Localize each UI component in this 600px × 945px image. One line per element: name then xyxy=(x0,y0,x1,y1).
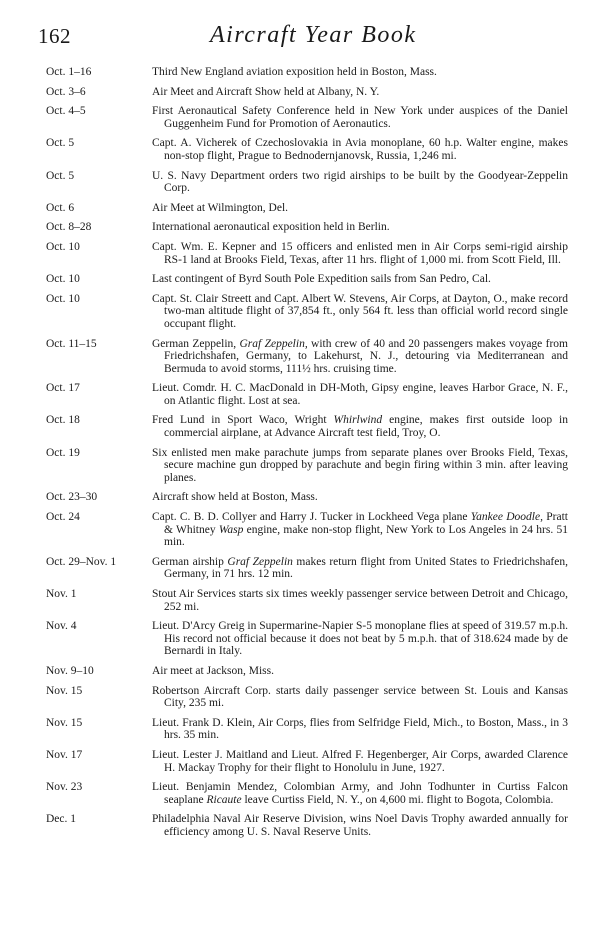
entry-text-part: makes return flight from United States to Friedrichshafen, Germany, in 71 hrs. 12 min. xyxy=(164,555,568,581)
page-header xyxy=(0,22,600,54)
chronology-entry xyxy=(0,813,600,838)
entry-date: Oct. 18 xyxy=(46,414,80,427)
running-title: Aircraft Year Book xyxy=(210,22,417,48)
entry-text: Capt. St. Clair Streett and Capt. Albert W. Stevens, Air Corps, at Dayton, O., make record two-man altitude flight of 37,854 ft., only 564 ft. less than official world record single occupant flight. xyxy=(152,292,568,330)
entry-text: Lieut. Lester J. Maitland and Lieut. Alfred F. Hegenberger, Air Corps, awarded Clarence H. Mackay Trophy for their flight to Honolulu in June, 1927. xyxy=(152,748,568,774)
entry-text-part: engine, make non-stop flight, New York to Los Angeles in 24 hrs. 51 min. xyxy=(164,523,568,549)
entry-date: Oct. 24 xyxy=(46,511,80,524)
entry-date: Oct. 23–30 xyxy=(46,491,98,504)
entry-text: Stout Air Services starts six times weekly passenger service between Detroit and Chicago, 252 mi. xyxy=(152,588,568,613)
entry-date: Oct. 4–5 xyxy=(46,105,86,118)
entry-text-italic: Wasp xyxy=(218,523,244,536)
entry-text xyxy=(152,414,568,439)
entry-date: Oct. 6 xyxy=(46,201,75,214)
chronology-entry xyxy=(0,588,600,613)
chronology-entry xyxy=(0,511,600,549)
chronology-entry xyxy=(0,338,600,376)
entry-text: Philadelphia Naval Air Reserve Division, wins Noel Davis Trophy awarded annually for efficiency among U. S. Naval Reserve Units. xyxy=(152,813,568,838)
entry-text-part: engine, makes first outside loop in commercial airplane, at Advance Aircraft test field, Troy, O. xyxy=(164,414,569,440)
chronology-entry xyxy=(0,273,600,286)
entry-text: First Aeronautical Safety Conference held in New York under auspices of the Daniel Guggenheim Fund for Promotion of Aeronautics. xyxy=(152,105,568,130)
entry-date: Oct. 10 xyxy=(46,292,80,305)
page-number: 162 xyxy=(38,24,71,48)
chronology-entry xyxy=(0,717,600,742)
entry-text: U. S. Navy Department orders two rigid airships to be built by the Goodyear-Zeppelin Corp. xyxy=(152,169,568,195)
entry-text: Air Meet and Aircraft Show held at Albany, N. Y. xyxy=(152,85,380,98)
entry-text: International aeronautical exposition held in Berlin. xyxy=(152,221,390,234)
entry-text xyxy=(152,556,568,581)
entry-text: Robertson Aircraft Corp. starts daily passenger service between St. Louis and Kansas City, 235 mi. xyxy=(152,684,568,710)
entry-text-italic: Yankee Doodle, xyxy=(470,511,543,524)
entry-text-italic: Whirlwind xyxy=(333,414,383,427)
chronology-entry xyxy=(0,749,600,774)
entry-text-part: Lieut. Benjamin Mendez, Colombian Army, and John Todhunter in Curtiss Falcon seaplane xyxy=(152,781,568,806)
entry-text-part: Pratt & Whitney xyxy=(164,511,568,536)
entry-text-part: German Zeppelin, xyxy=(152,337,240,350)
entry-text-part: with crew of 40 and 20 passengers makes voyage from Friedrichshafen, Germany, to Lakehurst, N. J., detouring via Mediterranean and Bermuda to avoid storms, 111½ hrs. cruising time. xyxy=(164,337,568,375)
chronology-entry xyxy=(0,620,600,658)
entry-text-italic: Graf Zeppelin xyxy=(227,555,293,568)
entry-text: Six enlisted men make parachute jumps from separate planes over Brooks Field, Texas, secure machine gun dropped by parachute and begin firing within 3 min. after leaving planes. xyxy=(152,446,568,484)
chronology-entry xyxy=(0,66,600,79)
entry-date: Oct. 17 xyxy=(46,382,80,395)
entry-text: Last contingent of Byrd South Pole Expedition sails from San Pedro, Cal. xyxy=(152,273,491,286)
chronology-entry xyxy=(0,241,600,266)
entry-text: Lieut. Comdr. H. C. MacDonald in DH-Moth, Gipsy engine, leaves Harbor Grace, N. F., on Atlantic flight. Lost at sea. xyxy=(152,382,568,407)
entry-text-part: Capt. C. B. D. Collyer and Harry J. Tucker in Lockheed Vega plane xyxy=(152,511,471,524)
chronology-entry xyxy=(0,202,600,215)
entry-text xyxy=(152,338,568,376)
entry-text: Third New England aviation exposition held in Boston, Mass. xyxy=(152,66,437,78)
chronology-entry xyxy=(0,781,600,806)
entry-date: Nov. 17 xyxy=(46,748,83,761)
entry-date: Nov. 23 xyxy=(46,781,83,794)
entry-date: Oct. 3–6 xyxy=(46,85,86,98)
entry-date: Nov. 15 xyxy=(46,716,83,729)
chronology-entry xyxy=(0,556,600,581)
entry-date: Oct. 11–15 xyxy=(46,337,97,350)
entry-date: Dec. 1 xyxy=(46,813,77,826)
entry-text: Aircraft show held at Boston, Mass. xyxy=(152,491,318,504)
entry-text xyxy=(152,781,568,806)
chronology-entry xyxy=(0,685,600,710)
entry-date: Oct. 5 xyxy=(46,169,75,182)
entry-text: Air Meet at Wilmington, Del. xyxy=(152,201,289,214)
chronology-list xyxy=(0,66,600,846)
entry-date: Nov. 4 xyxy=(46,620,77,633)
entry-text xyxy=(152,511,568,549)
entry-text-part: Fred Lund in Sport Waco, Wright xyxy=(152,414,334,427)
chronology-entry xyxy=(0,414,600,439)
chronology-entry xyxy=(0,170,600,195)
entry-text-italic: Ricaute xyxy=(206,793,242,806)
chronology-entry xyxy=(0,382,600,407)
entry-date: Oct. 5 xyxy=(46,137,75,150)
chronology-entry xyxy=(0,293,600,331)
entry-date: Oct. 10 xyxy=(46,240,80,253)
entry-date: Oct. 19 xyxy=(46,446,80,459)
entry-text-italic: Graf Zeppelin, xyxy=(239,337,308,350)
chronology-entry xyxy=(0,221,600,234)
entry-date: Nov. 1 xyxy=(46,588,77,600)
entry-date: Oct. 8–28 xyxy=(46,221,92,234)
entry-text: Capt. A. Vicherek of Czechoslovakia in Avia monoplane, 60 h.p. Walter engine, makes non-stop flight, Prague to Bednodernjanovsk, Russia, 1,246 mi. xyxy=(152,137,568,162)
chronology-entry xyxy=(0,137,600,162)
chronology-entry xyxy=(0,665,600,678)
entry-date: Oct. 29–Nov. 1 xyxy=(46,555,117,568)
entry-date: Oct. 10 xyxy=(46,273,80,286)
entry-text: Air meet at Jackson, Miss. xyxy=(152,664,275,677)
entry-text: Lieut. D'Arcy Greig in Supermarine-Napier S-5 monoplane flies at speed of 319.57 m.p.h. His record not official because it does not beat by 5 m.p.h. that of 318.624 made by de Bernardi in Italy. xyxy=(152,620,568,658)
entry-text: Lieut. Frank D. Klein, Air Corps, flies from Selfridge Field, Mich., to Boston, Mass., in 3 hrs. 35 min. xyxy=(152,716,568,742)
entry-date: Nov. 9–10 xyxy=(46,664,94,677)
chronology-entry xyxy=(0,447,600,485)
chronology-entry xyxy=(0,491,600,504)
chronology-entry xyxy=(0,105,600,130)
entry-date: Nov. 15 xyxy=(46,684,83,697)
chronology-entry xyxy=(0,86,600,99)
entry-text-part: leave Curtiss Field, N. Y., on 4,600 mi. flight to Bogota, Colombia. xyxy=(241,793,554,806)
entry-date: Oct. 1–16 xyxy=(46,66,92,78)
entry-text-part: German airship xyxy=(152,555,228,568)
entry-text: Capt. Wm. E. Kepner and 15 officers and enlisted men in Air Corps semi-rigid airship RS-1 land at Brooks Field, Texas, after 11 hrs. flight of 1,000 mi. from Scott Field, Ill. xyxy=(152,240,568,266)
